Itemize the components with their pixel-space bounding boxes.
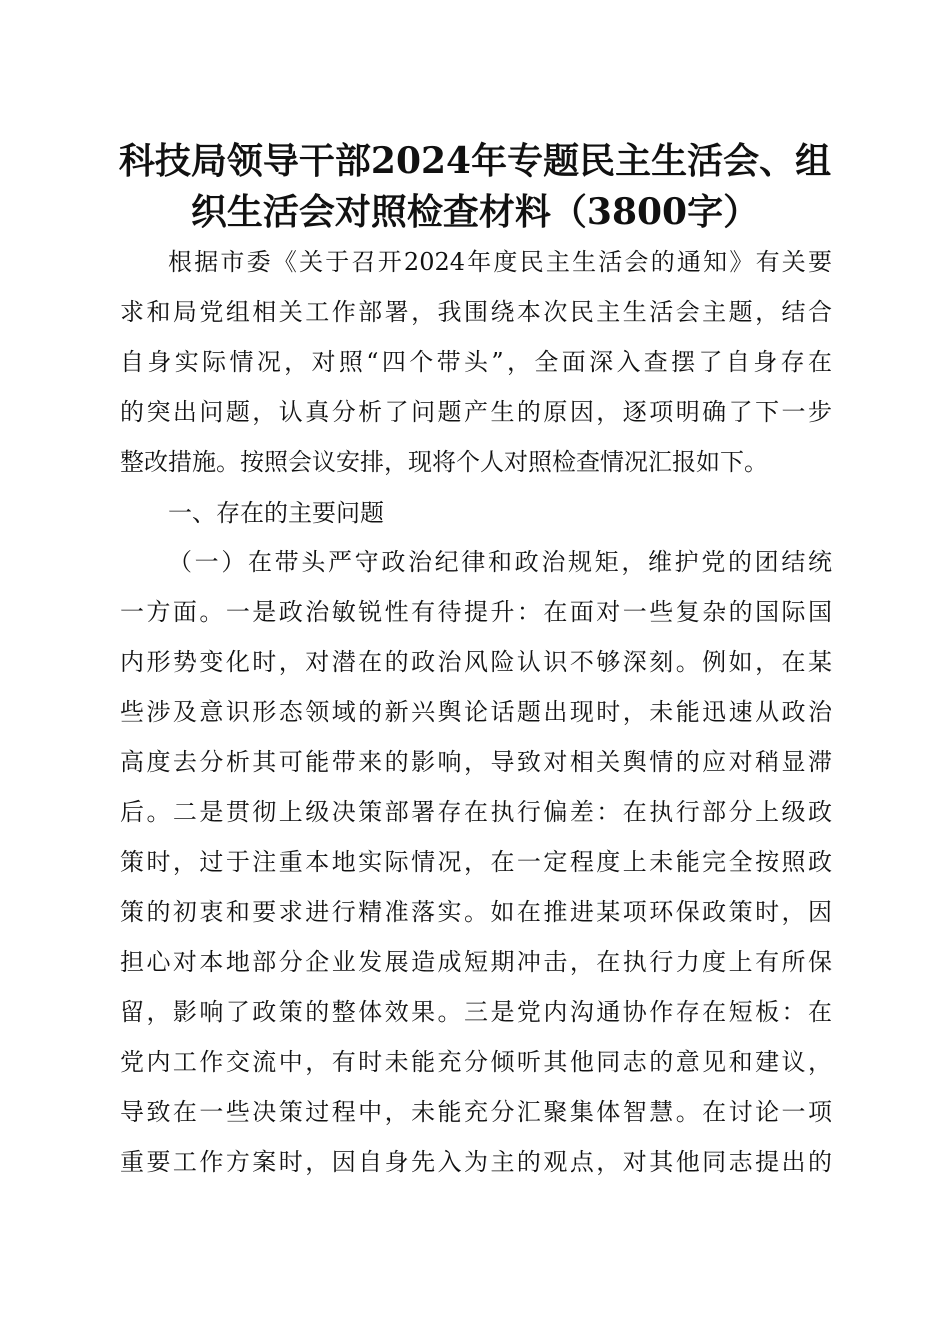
body-line: 整改措施。按照会议安排，现将个人对照检查情况汇报如下。 <box>120 448 768 476</box>
body-line: 党内工作交流中，有时未能充分倾听其他同志的意见和建议， <box>120 1048 832 1076</box>
body-line: 根据市委《关于召开2024年度民主生活会的通知》有关要 <box>168 248 832 276</box>
body-line: 求和局党组相关工作部署，我围绕本次民主生活会主题，结合 <box>120 298 832 326</box>
body-line: 重要工作方案时，因自身先入为主的观点，对其他同志提出的 <box>120 1148 832 1176</box>
body-line: 的突出问题，认真分析了问题产生的原因，逐项明确了下一步 <box>120 398 832 426</box>
body-line: 内形势变化时，对潜在的政治风险认识不够深刻。例如，在某 <box>120 648 832 676</box>
body-line: 导致在一些决策过程中，未能充分汇聚集体智慧。在讨论一项 <box>120 1098 832 1126</box>
body-line: 后。二是贯彻上级决策部署存在执行偏差：在执行部分上级政 <box>120 798 832 826</box>
body-line: 些涉及意识形态领域的新兴舆论话题出现时，未能迅速从政治 <box>120 698 832 726</box>
body-line: 策的初衷和要求进行精准落实。如在推进某项环保政策时，因 <box>120 898 832 926</box>
body-line: 担心对本地部分企业发展造成短期冲击，在执行力度上有所保 <box>120 948 832 976</box>
document-title-line-2: 织生活会对照检查材料（3800字） <box>190 191 760 233</box>
body-line: 高度去分析其可能带来的影响，导致对相关舆情的应对稍显滞 <box>120 748 832 776</box>
body-line: 留，影响了政策的整体效果。三是党内沟通协作存在短板：在 <box>120 998 832 1026</box>
document-title-line-1: 科技局领导干部2024年专题民主生活会、组 <box>118 140 832 182</box>
body-line: 一方面。一是政治敏锐性有待提升：在面对一些复杂的国际国 <box>120 598 832 626</box>
section-heading: 一、存在的主要问题 <box>168 499 384 527</box>
body-line: （一）在带头严守政治纪律和政治规矩，维护党的团结统 <box>168 548 832 576</box>
body-line: 策时，过于注重本地实际情况，在一定程度上未能完全按照政 <box>120 848 832 876</box>
body-line: 自身实际情况，对照“四个带头”，全面深入查摆了自身存在 <box>120 348 832 376</box>
